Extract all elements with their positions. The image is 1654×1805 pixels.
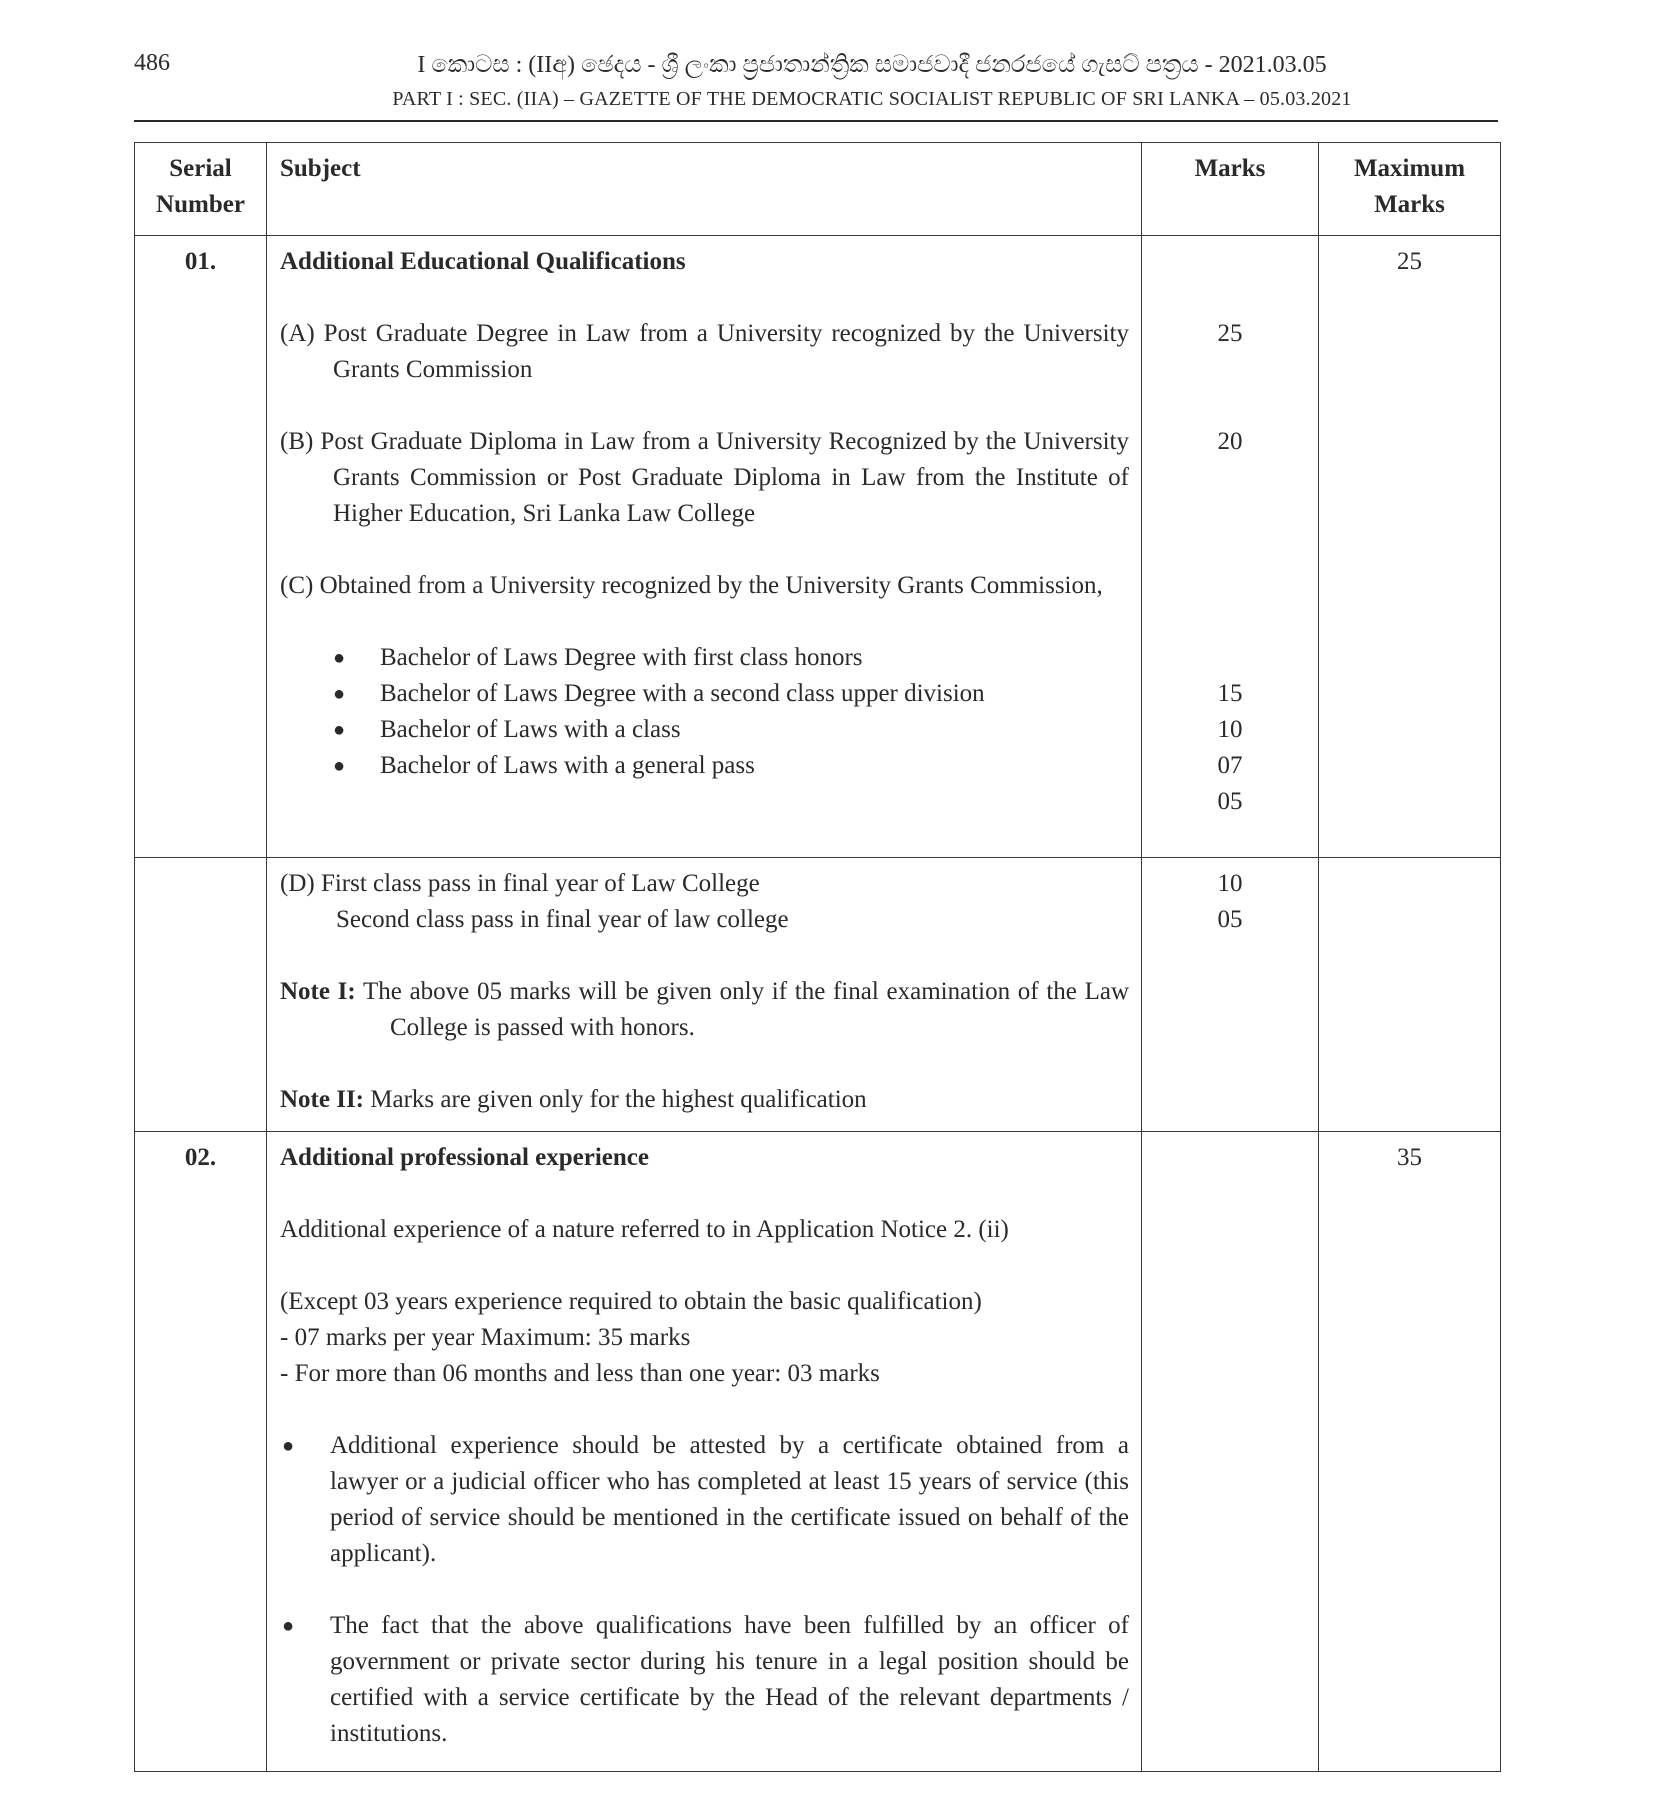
experience-conditions xyxy=(280,1608,1129,1752)
list-item: ● Bachelor of Laws Degree with a second class upper division xyxy=(333,676,1129,712)
serial-number: 01. xyxy=(135,236,267,858)
marks-value: 20 xyxy=(1217,428,1243,455)
subject-cell xyxy=(267,236,1142,858)
marks-cell xyxy=(1142,1132,1319,1772)
experience-line: - 07 marks per year Maximum: 35 marks xyxy=(280,1324,691,1351)
subject-cell xyxy=(267,858,1142,1132)
subject-cell xyxy=(267,1132,1142,1772)
header-marks: Marks xyxy=(1142,143,1319,236)
section-title: Additional professional experience xyxy=(280,1144,649,1171)
table-header-row xyxy=(135,143,1501,236)
header-maximum-marks: Maximum Marks xyxy=(1319,143,1501,236)
note-1: Note I: The above 05 marks will be given only if the final examination of the Law College is passed with honors. xyxy=(280,978,1130,1041)
marks-value: 15 xyxy=(1217,680,1243,707)
marks-table xyxy=(134,142,1501,1772)
header-subject: Subject xyxy=(267,143,1142,236)
maximum-marks-value: 25 xyxy=(1319,236,1501,858)
marks-value: 25 xyxy=(1217,320,1243,347)
qualification-b: (B) Post Graduate Diploma in Law from a University Recognized by the University Grants Commission or Post Graduate Diploma in Law from the Institute of Higher Education, Sri Lanka Law College xyxy=(280,428,1129,527)
marks-value: 07 xyxy=(1217,752,1243,779)
list-item: ● Bachelor of Laws Degree with first class honors xyxy=(333,640,1129,676)
qualification-c: (C) Obtained from a University recognized by the University Grants Commission, xyxy=(280,572,1103,599)
serial-number xyxy=(135,858,267,1132)
table-row xyxy=(135,858,1501,1132)
experience-conditions xyxy=(280,1428,1129,1572)
maximum-marks-value xyxy=(1319,858,1501,1132)
list-item: ● Bachelor of Laws with a class xyxy=(333,712,1129,748)
qualification-d-line1: (D) First class pass in final year of Law College xyxy=(280,870,760,897)
list-item: ● The fact that the above qualifications have been fulfilled by an officer of government or private sector during his tenure in a legal position should be certified with a service certificate by the Head of the relevant departments / institutions. xyxy=(280,1608,1129,1752)
experience-line: Additional experience of a nature referred to in Application Notice 2. (ii) xyxy=(280,1216,1009,1243)
marks-cell xyxy=(1142,236,1319,858)
page-number: 486 xyxy=(134,50,170,76)
marks-value: 05 xyxy=(1217,906,1243,933)
gazette-header-sinhala: I කොටස : (IIඅ) ඡෙදය - ශ්‍රී ලංකා ප්‍රජාතාන්ත්‍රික සමාජවාදී ජනරජයේ ගැසට් පත්‍රය - 2021.03.05 xyxy=(417,52,1327,78)
marks-cell xyxy=(1142,858,1319,1132)
qualification-d-line2: Second class pass in final year of law college xyxy=(336,906,789,933)
note-2: Note II: Marks are given only for the highest qualification xyxy=(280,1086,867,1113)
marks-value: 10 xyxy=(1217,716,1243,743)
degree-class-list xyxy=(280,640,1129,784)
section-title: Additional Educational Qualifications xyxy=(280,248,686,275)
experience-line: - For more than 06 months and less than one year: 03 marks xyxy=(280,1360,880,1387)
header-serial-number: Serial Number xyxy=(135,143,267,236)
marks-value: 10 xyxy=(1217,870,1243,897)
table-row xyxy=(135,1132,1501,1772)
maximum-marks-value: 35 xyxy=(1319,1132,1501,1772)
serial-number: 02. xyxy=(135,1132,267,1772)
experience-line: (Except 03 years experience required to obtain the basic qualification) xyxy=(280,1288,982,1315)
gazette-header-english: PART I : SEC. (IIA) – GAZETTE OF THE DEMOCRATIC SOCIALIST REPUBLIC OF SRI LANKA – 05.03.2021 xyxy=(392,88,1352,110)
list-item: ● Additional experience should be attested by a certificate obtained from a lawyer or a judicial officer who has completed at least 15 years of service (this period of service should be mentioned in the certificate issued on behalf of the applicant). xyxy=(280,1428,1129,1572)
header-rule xyxy=(134,120,1498,122)
qualification-a: (A) Post Graduate Degree in Law from a University recognized by the University Grants Commission xyxy=(280,320,1129,383)
table-row xyxy=(135,236,1501,858)
list-item: ● Bachelor of Laws with a general pass xyxy=(333,748,1129,784)
marks-value: 05 xyxy=(1217,788,1243,815)
